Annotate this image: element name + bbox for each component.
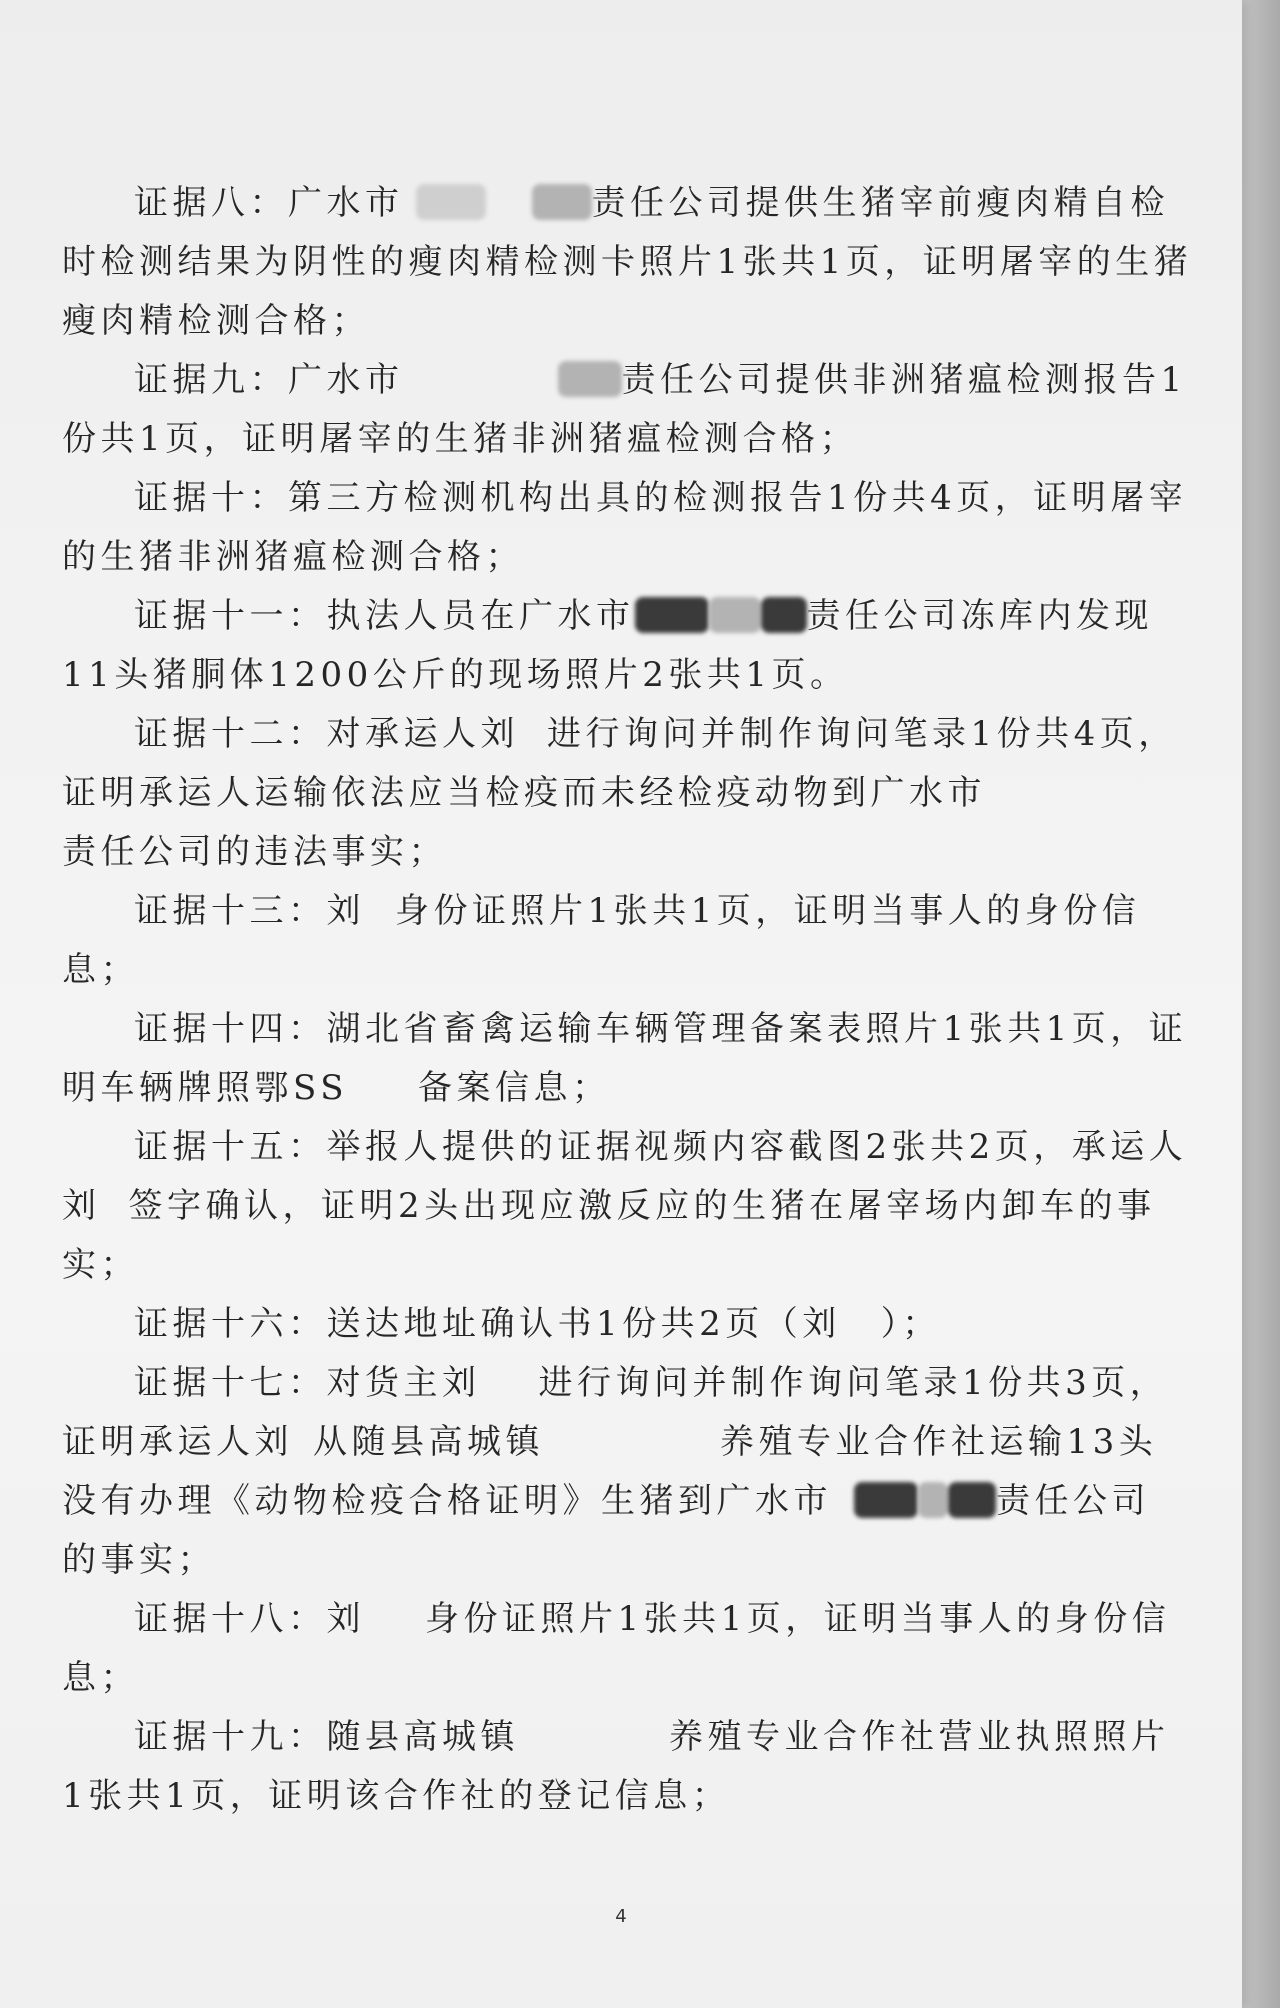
evidence-10-line-2: 的生猪非洲猪瘟检测合格； (62, 537, 524, 577)
evidence-12 (62, 705, 1177, 882)
evidence-13 (62, 882, 1141, 1000)
evidence-17-line-1: 证据十七：对货主刘 进行询问并制作询问笔录1份共3页， (134, 1363, 1169, 1403)
evidence-9 (62, 351, 1187, 469)
evidence-10-line-1: 证据十：第三方检测机构出具的检测报告1份共4页，证明屠宰 (134, 478, 1188, 518)
document-body (62, 174, 1193, 1826)
redaction-mark (761, 597, 807, 633)
evidence-11-line-2: 11头猪胴体1200公斤的现场照片2张共1页。 (62, 655, 849, 695)
evidence-8-line-1: 证据八：广水市 责任公司提供生猪宰前瘦肉精自检 (134, 183, 1169, 223)
evidence-15 (62, 1118, 1188, 1295)
evidence-8-line-2: 时检测结果为阴性的瘦肉精检测卡照片1张共1页，证明屠宰的生猪 (62, 242, 1193, 282)
evidence-15-line-2: 刘 签字确认，证明2头出现应激反应的生猪在屠宰场内卸车的事 (62, 1186, 1156, 1226)
evidence-14-line-1: 证据十四：湖北省畜禽运输车辆管理备案表照片1张共1页，证 (134, 1009, 1188, 1049)
evidence-10 (62, 469, 1188, 587)
redaction-mark (948, 1482, 996, 1518)
evidence-14-line-2: 明车辆牌照鄂SS 备案信息； (62, 1068, 611, 1108)
evidence-18 (62, 1590, 1171, 1708)
evidence-9-line-1: 证据九：广水市 责任公司提供非洲猪瘟检测报告1 (134, 360, 1187, 400)
evidence-8-line-3: 瘦肉精检测合格； (62, 301, 370, 341)
evidence-17-line-4: 的事实； (62, 1540, 216, 1580)
evidence-15-line-3: 实； (62, 1245, 139, 1285)
redaction-mark (635, 597, 709, 633)
evidence-19 (62, 1708, 1170, 1826)
evidence-16 (62, 1295, 1126, 1354)
evidence-11-line-1: 证据十一：执法人员在广水市 责任公司冻库内发现 (134, 596, 1153, 636)
evidence-19-line-1: 证据十九：随县高城镇 养殖专业合作社营业执照照片 (134, 1717, 1170, 1757)
redaction-mark (918, 1482, 948, 1518)
evidence-12-line-3: 责任公司的违法事实； (62, 832, 447, 872)
evidence-19-line-2: 1张共1页，证明该合作社的登记信息； (62, 1776, 731, 1816)
evidence-15-line-1: 证据十五：举报人提供的证据视频内容截图2张共2页，承运人 (134, 1127, 1188, 1167)
redaction-mark (709, 597, 761, 633)
redaction-mark (558, 361, 622, 397)
evidence-11 (62, 587, 1153, 705)
evidence-17-line-3: 没有办理《动物检疫合格证明》生猪到广水市 责任公司 (62, 1481, 1150, 1521)
evidence-18-line-1: 证据十八：刘 身份证照片1张共1页，证明当事人的身份信 (134, 1599, 1171, 1639)
evidence-13-line-2: 息； (62, 950, 139, 990)
redaction-mark (416, 184, 486, 220)
redaction-mark (854, 1482, 918, 1518)
evidence-9-line-2: 份共1页，证明屠宰的生猪非洲猪瘟检测合格； (62, 419, 859, 459)
redaction-mark (532, 184, 592, 220)
evidence-17-line-2: 证明承运人刘 从随县高城镇 养殖专业合作社运输13头 (62, 1422, 1158, 1462)
evidence-13-line-1: 证据十三：刘 身份证照片1张共1页，证明当事人的身份信 (134, 891, 1141, 931)
evidence-17 (62, 1354, 1169, 1590)
evidence-14 (62, 1000, 1188, 1118)
evidence-12-line-2: 证明承运人运输依法应当检疫而未经检疫动物到广水市 (62, 773, 986, 813)
evidence-18-line-2: 息； (62, 1658, 139, 1698)
evidence-16-line-1: 证据十六：送达地址确认书1份共2页（刘 ）； (134, 1304, 941, 1344)
evidence-8 (62, 174, 1193, 351)
page-number: 4 (615, 1906, 627, 1927)
evidence-12-line-1: 证据十二：对承运人刘 进行询问并制作询问笔录1份共4页， (134, 714, 1177, 754)
